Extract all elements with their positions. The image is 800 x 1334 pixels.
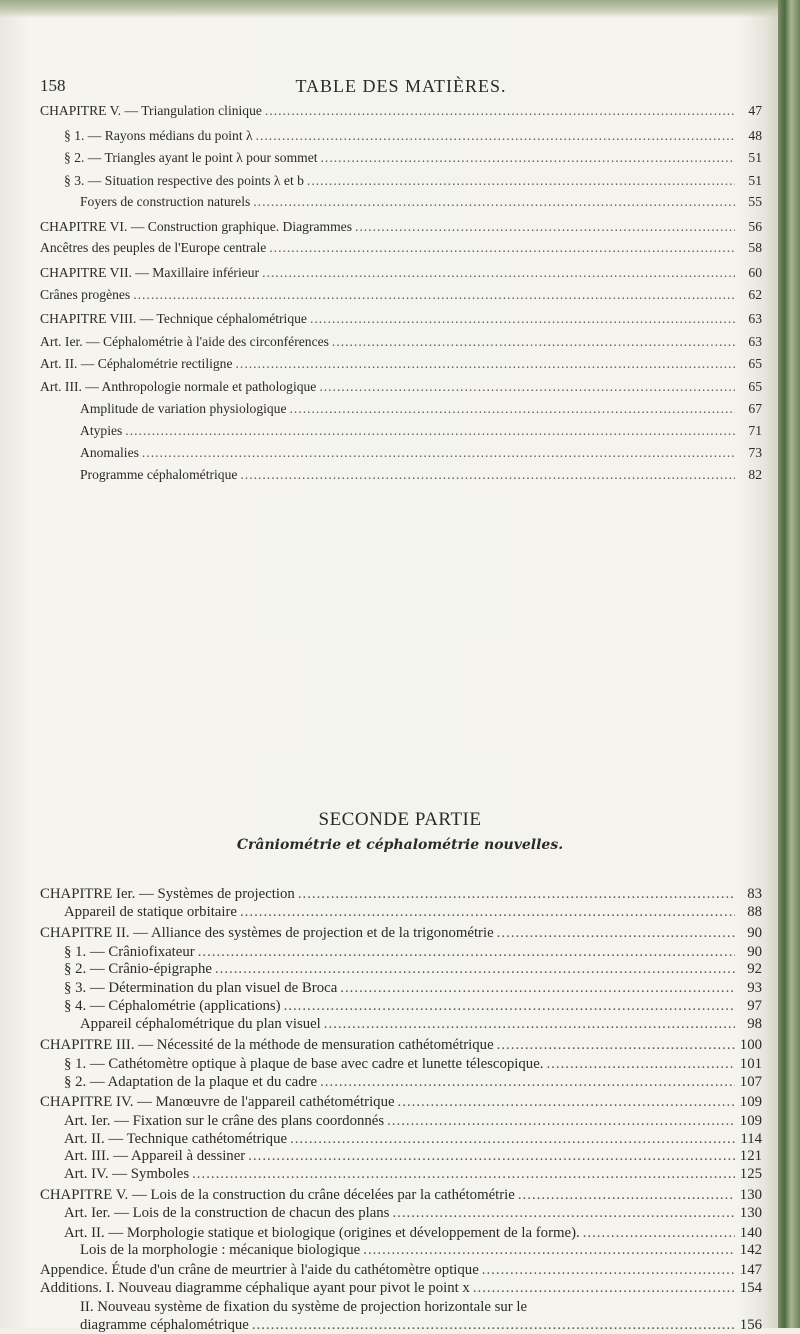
toc-entry-page: 101 <box>739 1056 762 1072</box>
toc-entry-page: 55 <box>748 194 762 209</box>
toc-entry-page: 83 <box>747 886 762 902</box>
toc-entry-title: Appareil de statique orbitaire <box>64 904 237 920</box>
toc-entry-page: 92 <box>747 961 762 977</box>
toc-entry[interactable] <box>40 219 762 235</box>
toc-entry[interactable] <box>80 1242 762 1259</box>
toc-entry-page: 97 <box>747 998 762 1014</box>
dot-leader <box>518 1187 735 1204</box>
dot-leader <box>192 1166 735 1183</box>
toc-entry-page: 65 <box>748 379 762 394</box>
toc-entry[interactable] <box>80 401 762 417</box>
toc-entry-page: 58 <box>748 240 762 255</box>
dot-leader <box>265 103 735 119</box>
dot-leader <box>332 334 735 350</box>
toc-entry[interactable] <box>64 1205 762 1222</box>
dot-leader <box>269 240 735 256</box>
toc-entry-title: CHAPITRE VII. — Maxillaire inférieur <box>40 265 260 280</box>
toc-entry[interactable] <box>64 1131 762 1148</box>
toc-entry-page: 114 <box>740 1131 762 1147</box>
dot-leader <box>319 379 735 395</box>
toc-entry[interactable] <box>64 1148 762 1165</box>
toc-entry[interactable] <box>64 944 762 961</box>
dot-leader <box>482 1262 735 1279</box>
toc-entry-title: § 1. — Rayons médians du point λ <box>64 128 253 143</box>
toc-entry-page: 90 <box>747 925 762 941</box>
toc-entry-page: 88 <box>747 904 762 920</box>
toc-entry-title: CHAPITRE III. — Nécessité de la méthode de mensuration cathétométrique <box>40 1037 494 1053</box>
toc-entry-page: 62 <box>748 287 762 302</box>
toc-entry[interactable] <box>40 311 762 327</box>
toc-entry-title: CHAPITRE Ier. — Systèmes de projection <box>40 886 295 902</box>
toc-entry-title: § 1. — Cathétomètre optique à plaque de base avec cadre et lunette télescopique. <box>64 1056 544 1072</box>
toc-entry-page: 47 <box>748 103 762 118</box>
toc-entry-page: 130 <box>739 1187 762 1203</box>
toc-entry[interactable] <box>80 1317 762 1334</box>
toc-entry-title: Art. Ier. — Lois de la construction de chacun des plans <box>64 1205 390 1221</box>
toc-entry[interactable] <box>40 379 762 395</box>
toc-entry-page: 98 <box>747 1016 762 1032</box>
dot-leader <box>321 150 735 166</box>
toc-entry-title: § 3. — Situation respective des points λ et b <box>64 173 304 188</box>
toc-entry-page: 93 <box>747 980 762 996</box>
toc-entry[interactable] <box>40 925 762 942</box>
toc-entry-title: Programme céphalométrique <box>80 467 238 482</box>
toc-entry-title: II. Nouveau système de fixation du système de projection horizontale sur le <box>80 1299 528 1315</box>
toc-entry-page: 142 <box>739 1242 762 1258</box>
toc-entry[interactable] <box>64 961 762 978</box>
toc-entry-page: 107 <box>739 1074 762 1090</box>
toc-entry[interactable] <box>40 103 762 119</box>
dot-leader <box>290 401 735 417</box>
toc-entry-page: 154 <box>739 1280 762 1296</box>
toc-entry-title: diagramme céphalométrique <box>80 1317 249 1333</box>
toc-entry[interactable] <box>64 980 762 997</box>
toc-entry-title: Crânes progènes <box>40 287 131 302</box>
toc-entry-title: Art. II. — Céphalométrie rectiligne <box>40 356 233 371</box>
dot-leader <box>298 886 735 903</box>
toc-entry[interactable] <box>64 904 762 921</box>
toc-entry[interactable] <box>40 886 762 903</box>
toc-entry-title: CHAPITRE V. — Triangulation clinique <box>40 103 262 118</box>
page-number: 158 <box>40 76 66 95</box>
toc-entry-page: 156 <box>739 1317 762 1333</box>
toc-entry-title: Art. II. — Morphologie statique et biologique (origines et développement de la forme). <box>64 1225 580 1241</box>
toc-entry-page: 48 <box>748 128 762 143</box>
dot-leader <box>473 1280 735 1297</box>
toc-entry-page: 56 <box>748 219 762 234</box>
toc-entry-page: 51 <box>748 150 762 165</box>
toc-entry[interactable] <box>40 1037 762 1054</box>
toc-entry[interactable] <box>80 467 762 483</box>
toc-entry-title: § 1. — Crâniofixateur <box>64 944 195 960</box>
dot-leader <box>392 1205 735 1222</box>
dot-leader <box>307 173 735 189</box>
toc-entry-page: 109 <box>739 1113 762 1129</box>
toc-entry[interactable] <box>80 1016 762 1033</box>
toc-entry-title: § 2. — Triangles ayant le point λ pour sommet <box>64 150 318 165</box>
toc-entry-title: Anomalies <box>80 445 139 460</box>
toc-entry-title: Art. III. — Appareil à dessiner <box>64 1148 246 1164</box>
toc-entry[interactable] <box>64 173 762 189</box>
toc-entry-title: Ancêtres des peuples de l'Europe centrale <box>40 240 267 255</box>
toc-entry-page: 51 <box>748 173 762 188</box>
toc-entry-page: 63 <box>748 311 762 326</box>
dot-leader <box>262 265 735 281</box>
toc-entry[interactable] <box>40 1262 762 1279</box>
toc-entry-page: 130 <box>739 1205 762 1221</box>
dot-leader <box>497 1037 735 1054</box>
toc-entry-title: Art. IV. — Symboles <box>64 1166 190 1182</box>
part-two-title: SECONDE PARTIE <box>318 809 482 830</box>
toc-entry-title: § 4. — Céphalométrie (applications) <box>64 998 281 1014</box>
dot-leader <box>320 1074 735 1091</box>
dot-leader <box>256 128 735 144</box>
dot-leader <box>133 287 735 303</box>
toc-entry-title: Foyers de construction naturels <box>80 194 251 209</box>
dot-leader <box>387 1113 735 1130</box>
dot-leader <box>252 1317 735 1334</box>
dot-leader <box>290 1131 735 1148</box>
dot-leader <box>340 980 735 997</box>
dot-leader <box>355 219 735 235</box>
dot-leader <box>583 1225 735 1242</box>
page-binding-edge <box>778 0 800 1328</box>
toc-entry-title: § 2. — Adaptation de la plaque et du cadre <box>64 1074 318 1090</box>
dot-leader <box>240 467 735 483</box>
toc-entry-title: Art. III. — Anthropologie normale et pathologique <box>40 379 317 394</box>
toc-entry[interactable] <box>64 1166 762 1183</box>
toc-entry-page: 100 <box>739 1037 762 1053</box>
toc-entry[interactable] <box>64 998 762 1015</box>
dot-leader <box>248 1148 735 1165</box>
toc-entry[interactable] <box>64 1225 762 1242</box>
dot-leader <box>398 1094 735 1111</box>
toc-entry[interactable] <box>80 194 762 210</box>
toc-entry-title: Additions. I. Nouveau diagramme céphalique ayant pour pivot le point x <box>40 1280 470 1296</box>
toc-entry-title: § 3. — Détermination du plan visuel de Broca <box>64 980 338 996</box>
dot-leader <box>310 311 735 327</box>
page-header <box>40 76 762 100</box>
toc-entry[interactable] <box>40 356 762 372</box>
toc-entry[interactable] <box>40 265 762 281</box>
toc-entry-page: 67 <box>748 401 762 416</box>
toc-entry-title: CHAPITRE II. — Alliance des systèmes de projection et de la trigonométrie <box>40 925 494 941</box>
toc-entry[interactable] <box>80 445 762 461</box>
toc-entry[interactable] <box>64 150 762 166</box>
toc-entry-title: CHAPITRE V. — Lois de la construction du crâne décelées par la cathétométrie <box>40 1187 515 1203</box>
toc-entry[interactable] <box>80 1299 762 1316</box>
dot-leader <box>324 1016 735 1033</box>
toc-entry[interactable] <box>64 1074 762 1091</box>
toc-entry-title: Appendice. Étude d'un crâne de meurtrier à l'aide du cathétomètre optique <box>40 1262 479 1278</box>
dot-leader <box>497 925 735 942</box>
running-title: TABLE DES MATIÈRES. <box>295 76 507 96</box>
dot-leader <box>142 445 735 461</box>
dot-leader <box>546 1056 735 1073</box>
toc-entry-page: 147 <box>739 1262 762 1278</box>
toc-entry-page: 71 <box>748 423 762 438</box>
toc-entry-title: Lois de la morphologie : mécanique biologique <box>80 1242 361 1258</box>
toc-entry-title: CHAPITRE VI. — Construction graphique. Diagrammes <box>40 219 352 234</box>
toc-entry-page: 63 <box>748 334 762 349</box>
toc-entry-title: Art. II. — Technique cathétométrique <box>64 1131 288 1147</box>
toc-entry[interactable] <box>40 287 762 303</box>
toc-entry-page: 73 <box>748 445 762 460</box>
toc-entry-title: CHAPITRE IV. — Manœuvre de l'appareil cathétométrique <box>40 1094 395 1110</box>
dot-leader <box>253 194 735 210</box>
toc-entry-title: Atypies <box>80 423 123 438</box>
toc-entry-title: CHAPITRE VIII. — Technique céphalométrique <box>40 311 307 326</box>
part-two-subtitle: Crâniométrie et céphalométrie nouvelles. <box>236 837 564 853</box>
dot-leader <box>363 1242 735 1259</box>
toc-entry[interactable] <box>40 240 762 256</box>
toc-entry-title: Art. Ier. — Céphalométrie à l'aide des circonférences <box>40 334 329 349</box>
toc-entry-page: 65 <box>748 356 762 371</box>
toc-entry[interactable] <box>64 1056 762 1073</box>
dot-leader <box>240 904 735 921</box>
toc-entry[interactable] <box>80 423 762 439</box>
toc-entry[interactable] <box>40 1094 762 1111</box>
toc-entry-page: 109 <box>739 1094 762 1110</box>
toc-entry-page: 90 <box>747 944 762 960</box>
toc-entry-page: 121 <box>739 1148 762 1164</box>
toc-entry[interactable] <box>40 1280 762 1297</box>
dot-leader <box>236 356 735 372</box>
toc-entry-title: Appareil céphalométrique du plan visuel <box>80 1016 321 1032</box>
toc-entry-title: Art. Ier. — Fixation sur le crâne des plans coordonnés <box>64 1113 385 1129</box>
page-top-edge <box>0 0 800 18</box>
toc-entry-page: 140 <box>739 1225 762 1241</box>
dot-leader <box>215 961 735 978</box>
toc-entry-title: § 2. — Crânio-épigraphe <box>64 961 212 977</box>
toc-entry-page: 60 <box>748 265 762 280</box>
toc-entry[interactable] <box>40 1187 762 1204</box>
dot-leader <box>125 423 735 439</box>
toc-entry-page: 125 <box>739 1166 762 1182</box>
dot-leader <box>198 944 735 961</box>
toc-entry[interactable] <box>64 1113 762 1130</box>
toc-entry[interactable] <box>40 334 762 350</box>
dot-leader <box>284 998 735 1015</box>
toc-entry[interactable] <box>64 128 762 144</box>
toc-entry-title: Amplitude de variation physiologique <box>80 401 287 416</box>
toc-entry-page: 82 <box>748 467 762 482</box>
